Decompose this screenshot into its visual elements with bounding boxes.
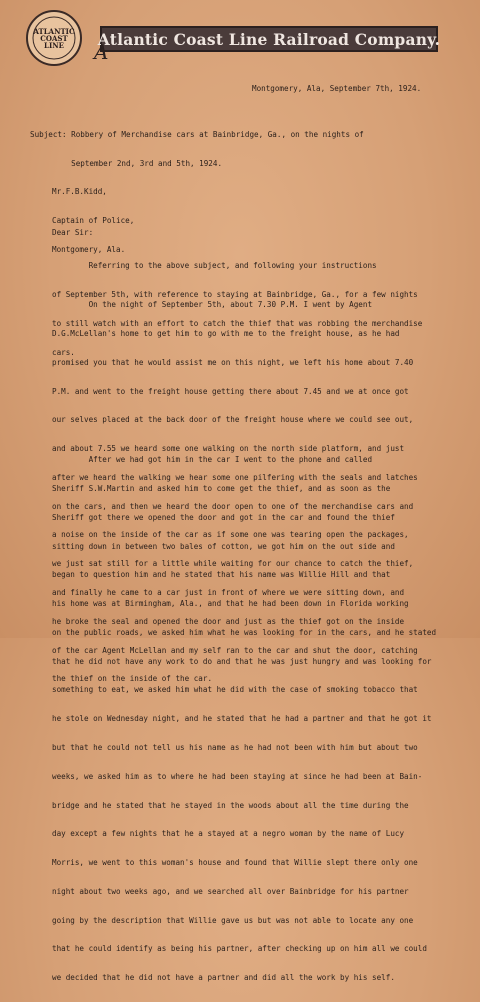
paragraph-line: our selves placed at the back door of the freight house where we could see out, xyxy=(52,415,414,425)
paragraph-line: on the public roads, we asked him what he was looking for in the cars, and he stated xyxy=(52,627,437,637)
date-line: Montgomery, Ala, September 7th, 1924. xyxy=(252,84,422,93)
paragraph-line: and finally he came to a car just in front of where we were sitting down, and xyxy=(52,588,405,597)
paragraph-line: we just sat still for a little while waiting for our chance to catch the thief, xyxy=(52,559,414,569)
paragraph-line: on the cars, and then we heard the door open to one of the merchandise cars and xyxy=(52,501,414,511)
paragraph-line: sitting down in between two bales of cotton, we got him on the out side and xyxy=(52,541,395,551)
seal-line: ATLANTIC xyxy=(33,26,75,36)
seal-line: COAST xyxy=(40,33,68,43)
subject-line: September 2nd, 3rd and 5th, 1924. xyxy=(30,158,223,168)
paragraph-line: but that he could not tell us his name as he had not been with him but about two xyxy=(52,743,418,752)
subject-line: Subject: Robbery of Merchandise cars at Bainbridge, Ga., on the nights of xyxy=(30,130,364,140)
paragraph-line: weeks, we asked him as to where he had been staying at since he had been at Bain- xyxy=(52,771,423,781)
paragraph-line: something to eat, we asked him what he did with the case of smoking tobacco that xyxy=(52,685,418,695)
paragraph-line: promised you that he would assist me on this night, we left his home about 7.40 xyxy=(52,357,414,367)
addressee-title: Captain of Police, xyxy=(52,215,135,225)
addressee-city: Montgomery, Ala. xyxy=(52,244,126,254)
paragraph-line: we decided that he did not have a partner and did all the work by his self. xyxy=(52,973,395,983)
seal-line: LINE xyxy=(44,40,64,50)
paragraph-line: his home was at Birmingham, Ala., and that he had been down in Florida working xyxy=(52,599,409,609)
paragraph-line: Sheriff S.W.Martin and asked him to come get the thief, and as soon as the xyxy=(52,483,391,493)
paragraph-line: that he did not have any work to do and that he was just hungry and was looking for xyxy=(52,656,432,666)
paragraph-line: day except a few nights that he a stayed at a negro woman by the name of Lucy xyxy=(52,829,405,839)
paragraph-line: and about 7.55 we heard some one walking on the north side platform, and just xyxy=(52,444,405,454)
paragraph-line: going by the description that Willie gave us but was not able to locate any one xyxy=(52,915,414,925)
paragraph-line: began to question him and he stated that his name was Willie Hill and that xyxy=(52,570,391,580)
paragraph-line: Sheriff got there we opened the door and got in the car and found the thief xyxy=(52,512,395,522)
company-seal-logo xyxy=(26,10,82,66)
paragraph-line: bridge and he stated that he stayed in the woods about all the time during the xyxy=(52,800,409,810)
paragraph-line: after we heard the walking we hear some one pilfering with the seals and latches xyxy=(52,472,418,482)
letterhead-initial: A xyxy=(94,40,109,64)
addressee-name: Mr.F.B.Kidd, xyxy=(52,187,107,197)
paragraph-line: D.G.McLellan's home to get him to go with me to the freight house, as he had xyxy=(52,328,400,338)
paragraph-line: On the night of September 5th, about 7.30 P.M. I went by Agent xyxy=(52,300,373,310)
paragraph-line: of September 5th, with reference to staying at Bainbridge, Ga., for a few nights xyxy=(52,289,418,299)
seal-text xyxy=(33,28,74,49)
paragraph-line: night about two weeks ago, and we searched all over Bainbridge for his partner xyxy=(52,886,409,896)
paragraph-line: After we had got him in the car I went to the phone and called xyxy=(52,455,373,465)
paragraph-3 xyxy=(52,436,436,1002)
paragraph-line: the thief on the inside of the car. xyxy=(52,674,213,684)
paragraph-line: cars. xyxy=(52,347,75,357)
paragraph-line: a noise on the inside of the car as if some one was tearing open the packages, xyxy=(52,530,409,540)
company-name: Atlantic Coast Line Railroad Company. xyxy=(97,29,441,49)
paragraph-line: he broke the seal and opened the door and just as the thief got on the inside xyxy=(52,616,405,626)
letterhead-banner xyxy=(97,26,441,52)
paragraph-line: P.M. and went to the freight house getting there about 7.45 and we at once got xyxy=(52,386,409,396)
paragraph-line: that he could identify as being his partner, after checking up on him all we could xyxy=(52,944,427,954)
paragraph-line: Referring to the above subject, and following your instructions xyxy=(52,261,377,271)
salutation: Dear Sir: xyxy=(52,228,94,237)
paragraph-line: Morris, we went to this woman's house and found that Willie slept there only one xyxy=(52,858,418,868)
paragraph-line: to still watch with an effort to catch the thief that was robbing the merchandise xyxy=(52,318,423,328)
paragraph-line: he stole on Wednesday night, and he stated that he had a partner and that he got it xyxy=(52,714,432,724)
paragraph-line: of the car Agent McLellan and my self ran to the car and shut the door, catching xyxy=(52,645,418,655)
